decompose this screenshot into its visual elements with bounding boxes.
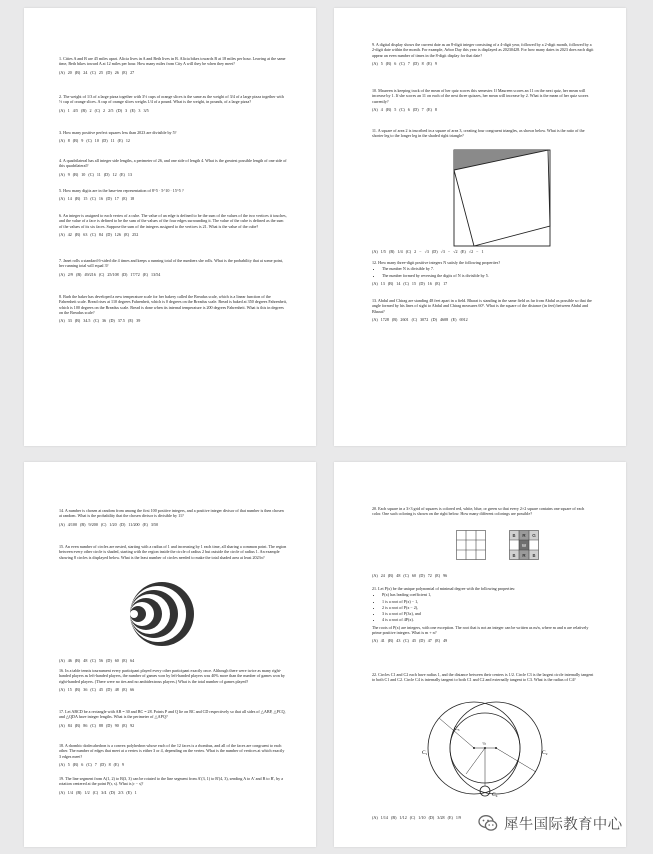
svg-text:R: R <box>522 553 526 558</box>
question-9: 9. A digital display shows the current date as an 8-digit integer consisting of a 4-digit year, followed by a 2-digit month, followed by a 2-digit date within the month. For example, Arbor Day this year is displayed as 20230428. For how many dates in 2023 does each digit appear an even number of times in the 8-digit display for that date? (A) 5 (B) 6 (C) 7 (D) 8 (E) 9 <box>372 42 594 66</box>
question-14: 14. A number is chosen at random from among the first 100 positive integers, and a positive integer divisor of that number is then chosen at random. What is the probability that the chosen divisor is divisible by 11? (A) 4/100 (B) 9/200 (C) 1/20 (D) 11/200 (E) 3/50 <box>59 508 287 527</box>
svg-text:C₂: C₂ <box>542 750 548 756</box>
question-11-answers: (A) 1/5 (B) 1/4 (C) 2 − √3 (D) √3 − √2 (E) √2 − 1 <box>372 249 484 254</box>
svg-text:W: W <box>521 543 527 548</box>
svg-text:C₁: C₁ <box>422 750 428 756</box>
answer-choices: (A) 9 (B) 10 (C) 11 (D) 12 (E) 13 <box>59 171 132 177</box>
answer-choices: (A) 4/100 (B) 9/200 (C) 1/20 (D) 11/200 (E) 3/50 <box>59 521 159 527</box>
question-21: 21. Let P(x) be the unique polynomial of minimal degree with the following properties: • P(x) has leading coefficient 1, • 1 is a root of P(x) − 1, • 2 is a root of P(x − 2), • 3 is a root of P(3x), and • 4 is a root of 4P(x). The roots of P(x) are integers, with one exception. The root that is not an integer can be written as m/n, where m and n are relatively prime positive integers. What is m + n? (A) 41 (B) 43 (C) 45 (D) 47 (E) 49 <box>372 586 594 644</box>
answer-choices: (A) 4 (B) 5 (C) 6 (D) 7 (E) 8 <box>372 106 437 112</box>
page-3 <box>24 462 316 847</box>
question-20-answers: (A) 24 (B) 48 (C) 60 (D) 72 (E) 96 <box>372 573 448 578</box>
question-7: 7. Janet rolls a standard 6-sided die 4 times and keeps a running total of the numbers she rolls. What is the probability that at some point, her running total will equal 3? (A) 2/9 (B) 49/216 (C) 25/108 (D) 17/72 (E) 13/54 <box>59 258 287 277</box>
answer-choices: (A) 41 (B) 43 (C) 45 (D) 47 (E) 49 <box>372 638 448 644</box>
question-16: 16. In a table tennis tournament every participant played every other participant exactly once. Although there were twice as many right-handed players as left-handed players, the number of games won by left-handed players was 40% more than the number of games won by right-handed players. (There were no ties and no ambidextrous players.) What is the total number of games played? (A) 15 (B) 36 (C) 45 (D) 48 (E) 66 <box>59 668 287 692</box>
svg-text:B: B <box>512 533 516 538</box>
answer-choices: (A) 14 (B) 15 (C) 16 (D) 17 (E) 18 <box>59 196 135 202</box>
watermark <box>478 812 622 834</box>
answer-choices: (A) 84 (B) 86 (C) 88 (D) 90 (E) 92 <box>59 722 135 728</box>
svg-text:G: G <box>532 533 536 538</box>
answer-choices: (A) 2/9 (B) 49/216 (C) 25/108 (D) 17/72 (E) 13/54 <box>59 271 161 277</box>
question-6: 6. An integer is assigned to each vertex of a cube. The value of an edge is defined to be the sum of the values of the two vertices it touches, and the value of a face is defined to be the sum of the values of the four edges surrounding it. The value of the cube is defined as the sum of the values of its six faces. Suppose the sum of the integers assigned to the vertices is 21. What is the value of the cube? (A) 42 (B) 63 (C) 84 (D) 126 (E) 252 <box>59 213 287 237</box>
question-10: 10. Maureen is keeping track of the mean of her quiz scores this semester. If Maureen scores an 11 on the next quiz, her mean will increase by 1. If she scores an 11 on each of the next three quizzes, her mean will increase by 2. What is the mean of her quiz scores currently? (A) 4 (B) 5 (C) 6 (D) 7 (E) 8 <box>372 88 594 112</box>
answer-choices: (A) 42 (B) 63 (C) 84 (D) 126 (E) 252 <box>59 231 139 237</box>
answer-choices: (A) 20 (B) 24 (C) 25 (D) 26 (E) 27 <box>59 69 135 75</box>
question-2: 2. The weight of 1/3 of a large pizza together with 3½ cups of orange slices is the same as the weight of 3/4 of a large pizza together with ½ cup of orange slices. A cup of orange slices weighs 1/4 of a pound. What is the weight, in pounds, of a large pizza? (A) 1 4/5 (B) 2 (C) 2 2/5 (D) 3 (E) 3 3/5 <box>59 94 287 113</box>
page-4 <box>334 462 626 847</box>
question-11: 11. A square of area 2 is inscribed in a square of area 3, creating four congruent triangles, as shown below. What is the ratio of the shorter leg to the longer leg in the shaded right triangle? <box>372 128 585 139</box>
answer-choices: (A) 5 (B) 6 (C) 7 (D) 8 (E) 9 <box>59 761 124 767</box>
answer-choices: (A) 15 (B) 36 (C) 45 (D) 48 (E) 66 <box>59 686 135 692</box>
question-20: 20. Each square in a 3×3 grid of squares is colored red, white, blue, or green so that every 2×2 square contains one square of each color. One such coloring is shown on the right below. How many different colorings are possible? <box>372 506 585 517</box>
question-8: 8. Barb the baker has developed a new temperature scale for her bakery called the Breadus scale, which is a linear function of the Fahrenheit scale. Bread rises at 110 degrees Fahrenheit, which is 0 degrees on the Breadus scale. Bread is baked at 350 degrees Fahrenheit, which is 100 degrees on the Breadus scale. Bread is done when its internal temperature is 200 degrees Fahrenheit. What is this in degrees on the Breadus scale? (A) 33 (B) 34.5 (C) 36 (D) 37.5 (E) 39 <box>59 294 287 324</box>
svg-text:B: B <box>512 553 516 558</box>
answer-choices: (A) 1 4/5 (B) 2 (C) 2 2/5 (D) 3 (E) 3 3/5 <box>59 107 149 113</box>
answer-choices: (A) 13 (B) 14 (C) 15 (D) 16 (E) 17 <box>372 280 448 286</box>
question-18: 18. A rhombic dodecahedron is a convex polyhedron whose each of the 12 faces is a rhombus, and all of the faces are congruent to each other. The number of edges that meet at a vertex is either 3 or 4, depending on the vertex. What is the number of vertices at which exactly 3 edges meet? (A) 5 (B) 6 (C) 7 (D) 8 (E) 9 <box>59 743 287 767</box>
question-13: 13. Abdul and Chirag are standing 48 feet apart in a field. Bharat is standing in the same field as far from Abdul as possible so that the angle formed by his lines of sight to Abdul and Chirag measures 60°. What is the square of the distance (in feet) between Abdul and Bharat? (A) 1728 (B) 2601 (C) 3072 (D) 4608 (E) 6912 <box>372 298 594 322</box>
answer-choices: (A) 8 (B) 9 (C) 10 (D) 11 (E) 12 <box>59 138 130 144</box>
question-15-answers: (A) 46 (B) 48 (C) 56 (D) 60 (E) 64 <box>59 658 135 663</box>
question-5: 5. How many digits are in the base-ten representation of 8^5 · 5^10 · 15^5 ? (A) 14 (B) 15 (C) 16 (D) 17 (E) 18 <box>59 188 287 202</box>
svg-text:R: R <box>522 533 526 538</box>
answer-choices: (A) 1/4 (B) 1/2 (C) 3/4 (D) 2/3 (E) 1 <box>59 789 137 795</box>
svg-text:½: ½ <box>482 741 486 746</box>
answer-choices: (A) 33 (B) 34.5 (C) 36 (D) 37.5 (E) 39 <box>59 318 141 324</box>
answer-choices: (A) 1728 (B) 2601 (C) 3072 (D) 4608 (E) 6912 <box>372 316 468 322</box>
question-1: 1. Cities A and B are 45 miles apart. Alicia lives in A and Beth lives in B. Alicia bikes towards B at 18 miles per hour. Leaving at the same time, Beth bikes toward A at 12 miles per hour. How many miles from City A will they be when they meet? (A) 20 (B) 24 (C) 25 (D) 26 (E) 27 <box>59 56 286 75</box>
colored-grid-figure <box>509 530 539 560</box>
question-17: 17. Let ABCD be a rectangle with AB = 30 and BC = 28. Points P and Q lie on BC and CD respectively so that all sides of △ABP, △PCQ, and △QDA have integer lengths. What is the perimeter of △APQ? (A) 84 (B) 86 (C) 88 (D) 90 (E) 92 <box>59 709 286 728</box>
svg-text:B: B <box>532 553 536 558</box>
tangent-circles-figure <box>414 694 554 802</box>
page-1 <box>24 8 316 446</box>
wechat-icon <box>478 814 498 832</box>
question-22: 22. Circles C1 and C2 each have radius 1, and the distance between their centers is 1/2. Circle C3 is the largest circle internally tangent to both C1 and C2. Circle C4 is internally tangent to both C1 and C2 and externally tangent to C3. What is the radius of C4? <box>372 672 594 683</box>
circle-c4 <box>480 786 490 796</box>
question-12: 12. How many three-digit positive integers N satisfy the following properties? • The number N is divisible by 7. • The number formed by reversing the digits of N is divisible by 5. (A) 13 (B) 14 (C) 15 (D) 16 (E) 17 <box>372 260 594 286</box>
question-3: 3. How many positive perfect squares less than 2023 are divisible by 5? (A) 8 (B) 9 (C) 10 (D) 11 (E) 12 <box>59 130 287 144</box>
watermark-text: 犀牛国际教育中心 <box>504 816 623 833</box>
nested-circles-figure <box>127 579 197 649</box>
question-4: 4. A quadrilateral has all integer side lengths, a perimeter of 26, and one side of length 4. What is the greatest possible length of one side of this quadrilateral? (A) 9 (B) 10 (C) 11 (D) 12 (E) 13 <box>59 158 287 177</box>
question-15: 15. An even number of circles are nested, starting with a radius of 1 and increasing by 1 each time, all sharing a common point. The region between every other circle is shaded, starting with the region inside the circle of radius 2 but outside the circle of radius 1. An example showing 8 circles is displayed below. What is the least number of circles needed to make the total shaded area at least 2023π? <box>59 544 287 560</box>
answer-choices: (A) 5 (B) 6 (C) 7 (D) 8 (E) 9 <box>372 60 437 66</box>
svg-text:C₄: C₄ <box>492 792 498 798</box>
page-2 <box>334 8 626 446</box>
question-19: 19. The line segment from A(1, 2) to B(3, 3) can be rotated to the line segment from A'(3, 1) to B'(4, 3), sending A to A' and B to B', by a rotation centered at the point P(r, s). What is |r − s|? (A) 1/4 (B) 1/2 (C) 3/4 (D) 2/3 (E) 1 <box>59 776 287 795</box>
question-22-answers: (A) 1/14 (B) 1/12 (C) 1/10 (D) 3/28 (E) 1/9 <box>372 815 462 820</box>
svg-text:C₃: C₃ <box>454 726 460 732</box>
inscribed-square-figure <box>452 148 552 248</box>
empty-grid-figure <box>456 530 486 560</box>
